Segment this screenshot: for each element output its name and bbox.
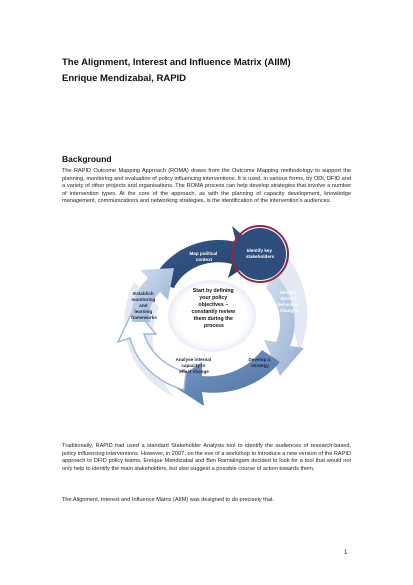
page-number: 1 [344,550,348,556]
title-line-1: The Alignment, Interest and Influence Matrix (AIIM) [62,57,291,68]
roma-cycle-svg [104,212,316,412]
paragraph-aiim-design: The Alignment, Interest and Influence Matrix (AIIM) was designed to do precisely that. [62,497,275,503]
paragraph-traditional-approach: Traditionally, RAPID had used a standard Stakeholder Analysis tool to identify the audiences of research-based, policy influencing interventions. However, in 2007, on the eve of a workshop to introduce a new version of the RAPID approach to DFID policy teams, Enrique Mendizabal and Ben Ramalingam decided to look for a tool that would not only help to identify the main stakeholders, but also suggest a possible course of action towards them. [62,443,351,472]
roma-cycle-diagram [104,212,316,412]
title-line-2: Enrique Mendizabal, RAPID [62,73,187,84]
label-map-political-context: Map political context [189,251,218,262]
label-identify-key-stakeholders: Identify key stakeholders [245,248,275,259]
label-develop-strategy: Develop a strategy [248,357,271,368]
background-paragraph: The RAPID Outcome Mapping Approach (ROMA) draws from the Outcome Mapping methodology to support the planning, monitoring and evaluation of policy influencing interventions. It is used, in various forms, by ODI, DFID and a variety of other projects and organisations. The ROMA process can help develop strategies that involve a number of intervention types. At the core of the approach, as with the planning of capacity development, knowledge management, communications and networking strategies, is the identification of the intervention's audiences. [62,168,351,205]
label-establish-monitoring: Establish monitoring and learning frameworks [131,291,157,320]
label-center-objectives: Start by defining your policy objectives – constantly review them during the process [191,288,236,329]
document-title [62,55,362,87]
label-behaviour-changes: Identify desired behaviour changes [277,290,300,313]
label-analyse-internal-capacity: Analyse internal capacity to effect change [175,357,212,374]
section-heading-background: Background [62,154,112,164]
